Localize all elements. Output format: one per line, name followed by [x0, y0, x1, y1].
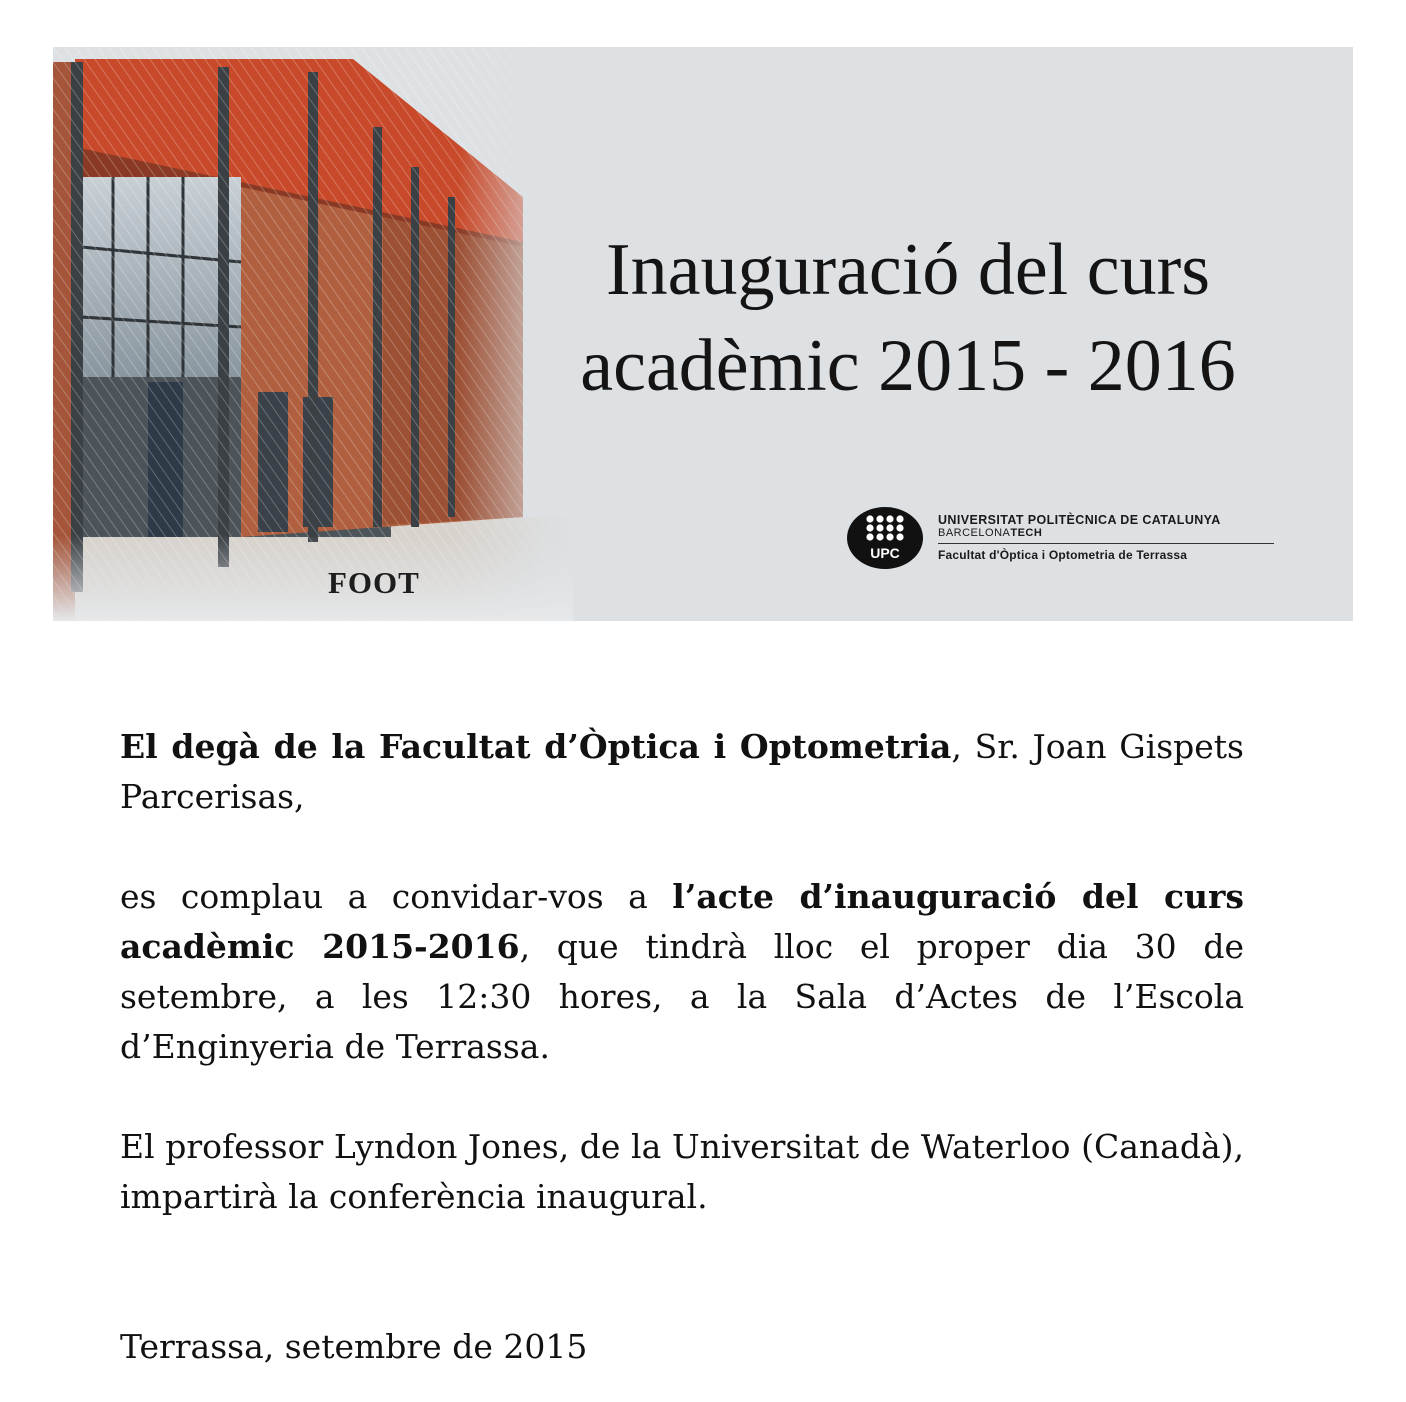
dean-name: , Sr. Joan Gispets Parcerisas,: [120, 727, 1244, 816]
faculty-name: Facultat d'Òptica i Optometria de Terrassa: [938, 548, 1188, 562]
upc-logo-text: UPC: [870, 545, 900, 561]
foot-label: FOOT: [328, 565, 420, 600]
invitation-body: [120, 722, 1244, 1222]
banner-title-line-2: acadèmic 2015 - 2016: [580, 325, 1236, 407]
banner-title: [523, 222, 1293, 414]
event-details: , que tindrà lloc el proper dia 30 de setembre, a les 12:30 hores, a la Sala d’Actes de l’Escola d’Enginyeria de Terrassa.: [120, 927, 1244, 1066]
place-date: Terrassa, setembre de 2015: [120, 1327, 588, 1366]
university-name: UNIVERSITAT POLITÈCNICA DE CATALUNYA: [938, 513, 1221, 527]
invitation-intro: es complau a convidar-vos a: [120, 877, 673, 916]
paragraph-invitation: [120, 872, 1244, 1072]
banner-title-line-1: Inauguració del curs: [605, 229, 1211, 311]
event-name: l’acte d’inauguració del curs acadèmic 2015-2016: [120, 877, 1244, 966]
faculty-building-photo: [53, 47, 573, 621]
university-sub-prefix: BARCELONA: [938, 527, 1011, 539]
university-sub-bold: TECH: [1010, 527, 1043, 539]
dean-title: El degà de la Facultat d’Òptica i Optometria: [120, 727, 952, 766]
university-subtitle: [938, 527, 1274, 540]
paragraph-dean: [120, 722, 1244, 822]
invitation-banner: [53, 47, 1353, 621]
paragraph-speaker: El professor Lyndon Jones, de la Universitat de Waterloo (Canadà), impartirà la conferència inaugural.: [120, 1127, 1244, 1216]
upc-logo: [846, 506, 924, 570]
university-block: [938, 513, 1274, 562]
university-divider: [938, 543, 1274, 544]
